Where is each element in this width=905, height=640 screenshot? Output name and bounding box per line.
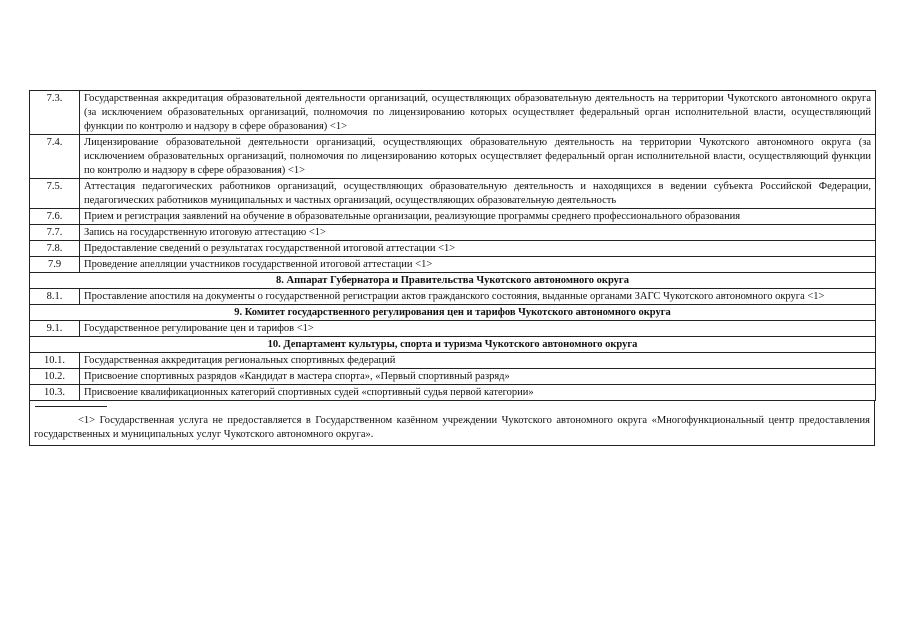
- row-number: 10.3.: [30, 385, 80, 401]
- document-page: [29, 90, 875, 446]
- row-number: 7.3.: [30, 91, 80, 135]
- service-name: Государственная аккредитация образовательной деятельности организаций, осуществляющих образовательную деятельность на территории Чукотского автономного округа (за исключением образовательных организаций, полномочия по лицензированию которых осуществляет федеральный орган исполнительной власти, осуществляющий функции по контролю и надзору в сфере образования) <1>: [80, 91, 876, 135]
- table-row: [30, 91, 876, 135]
- service-name: Запись на государственную итоговую аттестацию <1>: [80, 225, 876, 241]
- row-number: 10.1.: [30, 353, 80, 369]
- table-row: [30, 209, 876, 225]
- services-table: [29, 90, 876, 401]
- row-number: 10.2.: [30, 369, 80, 385]
- service-name: Проставление апостиля на документы о государственной регистрации актов гражданского состояния, выданные органами ЗАГС Чукотского автономного округа <1>: [80, 289, 876, 305]
- table-row: [30, 289, 876, 305]
- footnote-text: <1> Государственная услуга не предоставляется в Государственном казённом учреждении Чукотского автономного округа «Многофункциональный центр предоставления государственных и муниципальных услуг Чукотского автономного округа».: [34, 415, 870, 440]
- service-name: Присвоение квалификационных категорий спортивных судей «спортивный судья первой категории»: [80, 385, 876, 401]
- table-row: [30, 353, 876, 369]
- service-name: Проведение апелляции участников государственной итоговой аттестации <1>: [80, 257, 876, 273]
- footnote-separator: [35, 406, 107, 407]
- row-number: 7.7.: [30, 225, 80, 241]
- table-row: [30, 385, 876, 401]
- service-name: Государственное регулирование цен и тарифов <1>: [80, 321, 876, 337]
- section-header-row: [30, 273, 876, 289]
- service-name: Присвоение спортивных разрядов «Кандидат в мастера спорта», «Первый спортивный разряд»: [80, 369, 876, 385]
- section-title: 10. Департамент культуры, спорта и туризма Чукотского автономного округа: [30, 337, 876, 353]
- table-row: [30, 257, 876, 273]
- section-title: 9. Комитет государственного регулирования цен и тарифов Чукотского автономного округа: [30, 305, 876, 321]
- service-name: Государственная аккредитация региональных спортивных федераций: [80, 353, 876, 369]
- section-title: 8. Аппарат Губернатора и Правительства Чукотского автономного округа: [30, 273, 876, 289]
- section-header-row: [30, 337, 876, 353]
- row-number: 7.5.: [30, 179, 80, 209]
- service-name: Лицензирование образовательной деятельности организаций, осуществляющих образовательную деятельность на территории Чукотского автономного округа (за исключением образовательных организаций, полномочия по лицензированию которых осуществляет федеральный орган исполнительной власти, осуществляющий функции по контролю и надзору в сфере образования) <1>: [80, 135, 876, 179]
- row-number: 7.9: [30, 257, 80, 273]
- service-name: Прием и регистрация заявлений на обучение в образовательные организации, реализующие программы среднего профессионального образования: [80, 209, 876, 225]
- table-row: [30, 225, 876, 241]
- service-name: Аттестация педагогических работников организаций, осуществляющих образовательную деятельность и находящихся в ведении субъекта Российской Федерации, педагогических работников муниципальных и частных организаций, осуществляющих образовательную деятельность: [80, 179, 876, 209]
- table-row: [30, 321, 876, 337]
- table-row: [30, 369, 876, 385]
- table-row: [30, 241, 876, 257]
- service-name: Предоставление сведений о результатах государственной итоговой аттестации <1>: [80, 241, 876, 257]
- row-number: 7.6.: [30, 209, 80, 225]
- row-number: 8.1.: [30, 289, 80, 305]
- table-row: [30, 135, 876, 179]
- footnote-box: [29, 401, 875, 446]
- table-row: [30, 179, 876, 209]
- row-number: 9.1.: [30, 321, 80, 337]
- row-number: 7.8.: [30, 241, 80, 257]
- row-number: 7.4.: [30, 135, 80, 179]
- section-header-row: [30, 305, 876, 321]
